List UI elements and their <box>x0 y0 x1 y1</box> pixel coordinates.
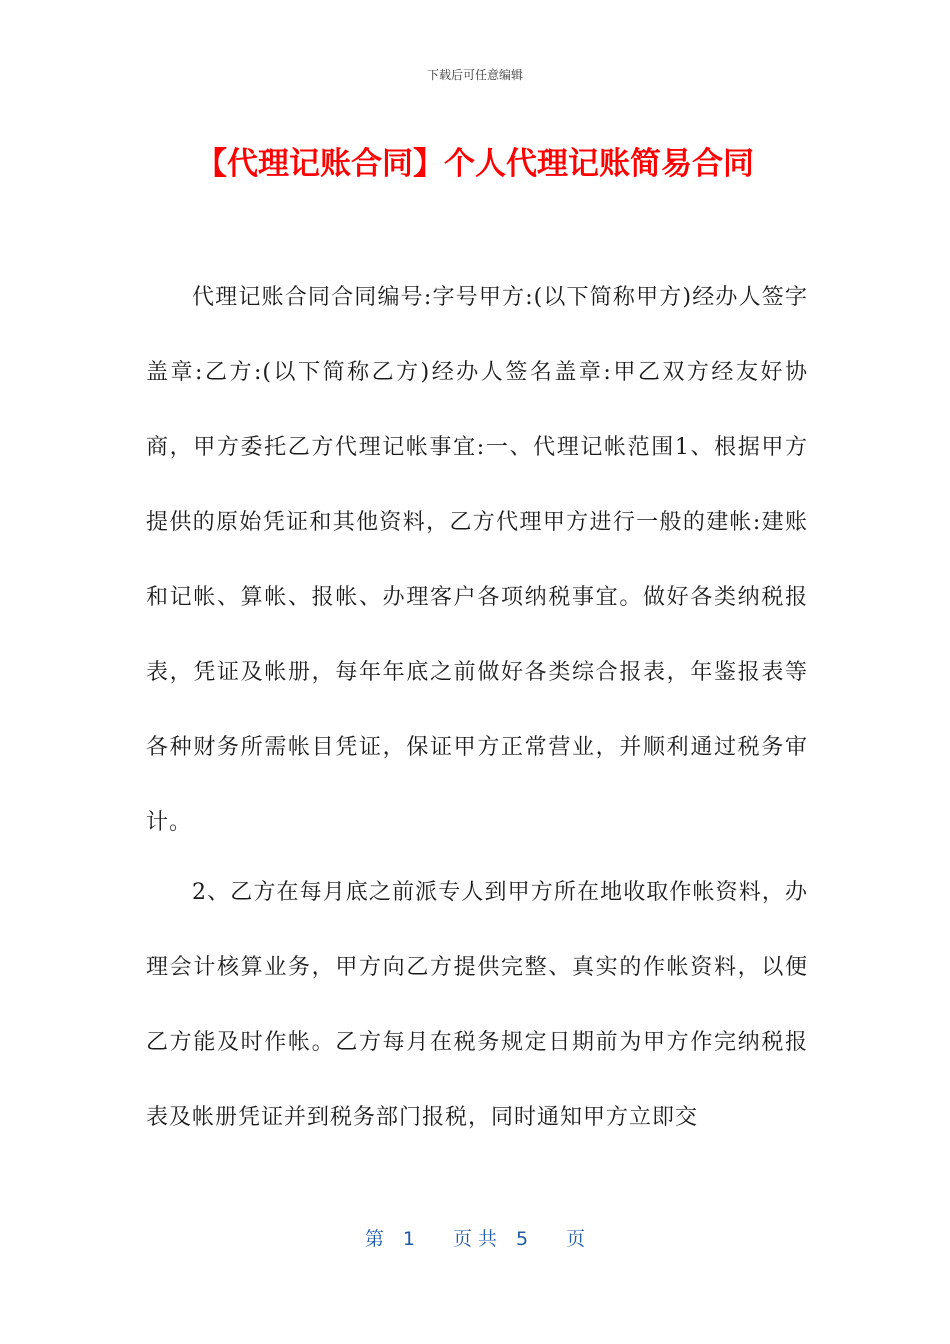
paragraph-1: 代理记账合同合同编号:字号甲方:(以下简称甲方)经办人签字盖章:乙方:(以下简称乙方)经办人签名盖章:甲乙双方经友好协商，甲方委托乙方代理记帐事宜:一、代理记帐范围1、根据甲方提供的原始凭证和其他资料，乙方代理甲方进行一般的建帐:建账和记帐、算帐、报帐、办理客户各项纳税事宜。做好各类纳税报表，凭证及帐册，每年年底之前做好各类综合报表，年鉴报表等各种财务所需帐目凭证，保证甲方正常营业，并顺利通过税务审计。 <box>146 285 808 835</box>
header-note: 下载后可任意编辑 <box>426 68 523 82</box>
document-title: 【代理记账合同】个人代理记账简易合同 <box>196 146 754 182</box>
paragraph-2: 2、乙方在每月底之前派专人到甲方所在地收取作帐资料，办理会计核算业务，甲方向乙方提供完整、真实的作帐资料，以便乙方能及时作帐。乙方每月在税务规定日期前为甲方作完纳税报表及帐册凭证并到税务部门报税，同时通知甲方立即交 <box>146 880 808 1130</box>
page-footer: 第 1 页 共 5 页 <box>364 1228 586 1250</box>
